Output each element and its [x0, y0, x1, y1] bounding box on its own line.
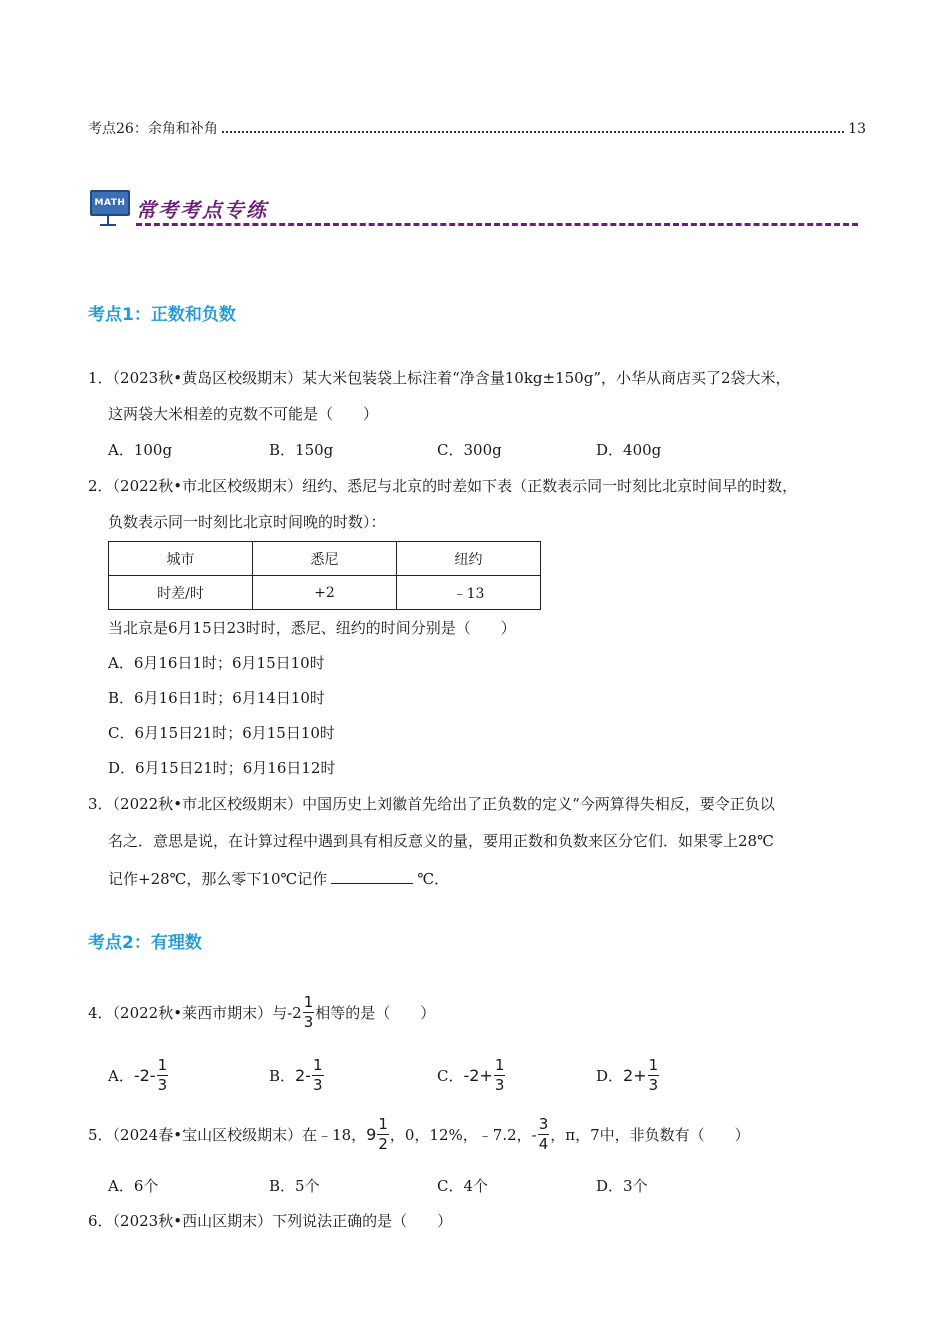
q4-pre: 4．（2022秋•莱西市期末）与-2 [88, 1003, 302, 1022]
q5-option-d: D．3个 [596, 1177, 648, 1195]
q2-line3: 当北京是6月15日23时时，悉尼、纽约的时间分别是（ ） [108, 619, 516, 637]
board-base [100, 224, 116, 226]
toc-page-number: 13 [848, 121, 866, 137]
option-expr: -2- [133, 1065, 156, 1085]
toc-label: 考点26：余角和补角 [88, 121, 218, 137]
option-letter: B． [269, 1066, 296, 1085]
q5-mid: ，0，12%，﹣7.2，- [389, 1125, 537, 1144]
q2-line1: 2．（2022秋•市北区校级期末）纽约、悉尼与北京的时差如下表（正数表示同一时刻比北京时间早的时数， [88, 477, 798, 495]
q2-option-d: D．6月15日21时；6月16日12时 [108, 759, 336, 777]
q5-mixed-whole: 9 [366, 1124, 377, 1144]
fraction-numerator: 1 [378, 1114, 388, 1133]
q3-line3-post: ℃． [417, 870, 450, 888]
table-cell-sydney: +2 [253, 576, 397, 610]
q5-fraction-1 [377, 1114, 389, 1153]
q4-option-b [269, 1055, 325, 1095]
answer-blank[interactable] [331, 869, 413, 884]
fraction-denominator: 4 [538, 1134, 549, 1153]
q4-line [88, 992, 436, 1031]
q5-option-c: C．4个 [437, 1177, 489, 1195]
q5-option-b: B．5个 [269, 1177, 320, 1195]
q5-line [88, 1113, 750, 1155]
section-title-1: 考点1：正数和负数 [88, 305, 236, 325]
fraction-denominator: 2 [378, 1134, 388, 1153]
q1-option-a: A．100g [108, 441, 173, 459]
table-cell-label: 时差/时 [109, 576, 253, 610]
q2-option-c: C．6月15日21时；6月15日10时 [108, 724, 335, 742]
option-letter: C． [437, 1066, 464, 1085]
banner-title: 常考考点专练 [136, 198, 268, 222]
q1-line2: 这两袋大米相差的克数不可能是（ ） [108, 405, 379, 423]
banner-rule [136, 223, 858, 226]
section-title-2: 考点2：有理数 [88, 933, 202, 953]
q2-option-a: A．6月16日1时；6月15日10时 [108, 654, 325, 672]
option-fraction [312, 1055, 324, 1094]
table-row [109, 576, 541, 610]
q2-option-b: B．6月16日1时；6月14日10时 [108, 689, 325, 707]
toc-entry[interactable] [88, 118, 866, 138]
table-cell-newyork: ﹣13 [397, 576, 541, 610]
q4-option-a [108, 1055, 169, 1095]
toc-leader-dots [222, 130, 844, 133]
option-expr: -2+ [463, 1065, 493, 1085]
q4-option-d [596, 1055, 660, 1095]
table-header-sydney: 悉尼 [253, 542, 397, 576]
q1-line1: 1．（2023秋•黄岛区校级期末）某大米包装袋上标注着“净含量10kg±150g”，小华从商店买了2袋大米， [88, 369, 791, 387]
fraction-denominator: 3 [494, 1075, 505, 1094]
q3-line1: 3．（2022秋•市北区校级期末）中国历史上刘徽首先给出了正负数的定义“今两算得失相反，要令正负以 [88, 795, 775, 813]
q1-option-b: B．150g [269, 441, 334, 459]
q5-option-a: A．6个 [108, 1177, 159, 1195]
section-banner [88, 190, 858, 230]
q4-option-c [437, 1055, 506, 1095]
fraction-denominator: 3 [648, 1075, 659, 1094]
q5-fraction-2 [538, 1114, 550, 1153]
fraction-denominator: 3 [157, 1075, 168, 1094]
q1-option-d: D．400g [596, 441, 662, 459]
option-expr: 2- [295, 1065, 311, 1085]
q2-line2: 负数表示同一时刻比北京时间晚的时数）： [108, 513, 386, 531]
q3-line3-pre: 记作+28℃，那么零下10℃记作 [108, 870, 328, 888]
option-letter: A． [108, 1066, 134, 1085]
option-fraction [494, 1055, 506, 1094]
q3-line2: 名之．意思是说，在计算过程中遇到具有相反意义的量，要用正数和负数来区分它们．如果零上28℃ [108, 832, 774, 850]
fraction-denominator: 3 [303, 1012, 314, 1031]
fraction-numerator: 3 [538, 1114, 549, 1133]
option-fraction [648, 1055, 660, 1094]
table-header-city: 城市 [109, 542, 253, 576]
q5-post: ，π，7中，非负数有（ ） [550, 1125, 750, 1144]
fraction-numerator: 1 [303, 992, 314, 1011]
option-expr: 2+ [623, 1065, 647, 1085]
fraction-numerator: 1 [312, 1055, 323, 1074]
fraction-denominator: 3 [312, 1075, 323, 1094]
q4-fraction [303, 992, 315, 1031]
fraction-numerator: 1 [494, 1055, 505, 1074]
timezone-table [108, 541, 541, 610]
table-row [109, 542, 541, 576]
table-header-newyork: 纽约 [397, 542, 541, 576]
fraction-numerator: 1 [648, 1055, 659, 1074]
q1-option-c: C．300g [437, 441, 502, 459]
option-letter: D． [596, 1066, 624, 1085]
q6-line1: 6．（2023秋•西山区期末）下列说法正确的是（ ） [88, 1212, 453, 1230]
option-fraction [157, 1055, 169, 1094]
q3-line3 [108, 868, 449, 889]
q5-pre: 5．（2024春•宝山区校级期末）在﹣18， [88, 1125, 367, 1144]
fraction-numerator: 1 [157, 1055, 168, 1074]
q4-post: 相等的是（ ） [315, 1003, 436, 1022]
math-board-icon: MATH [90, 190, 130, 216]
